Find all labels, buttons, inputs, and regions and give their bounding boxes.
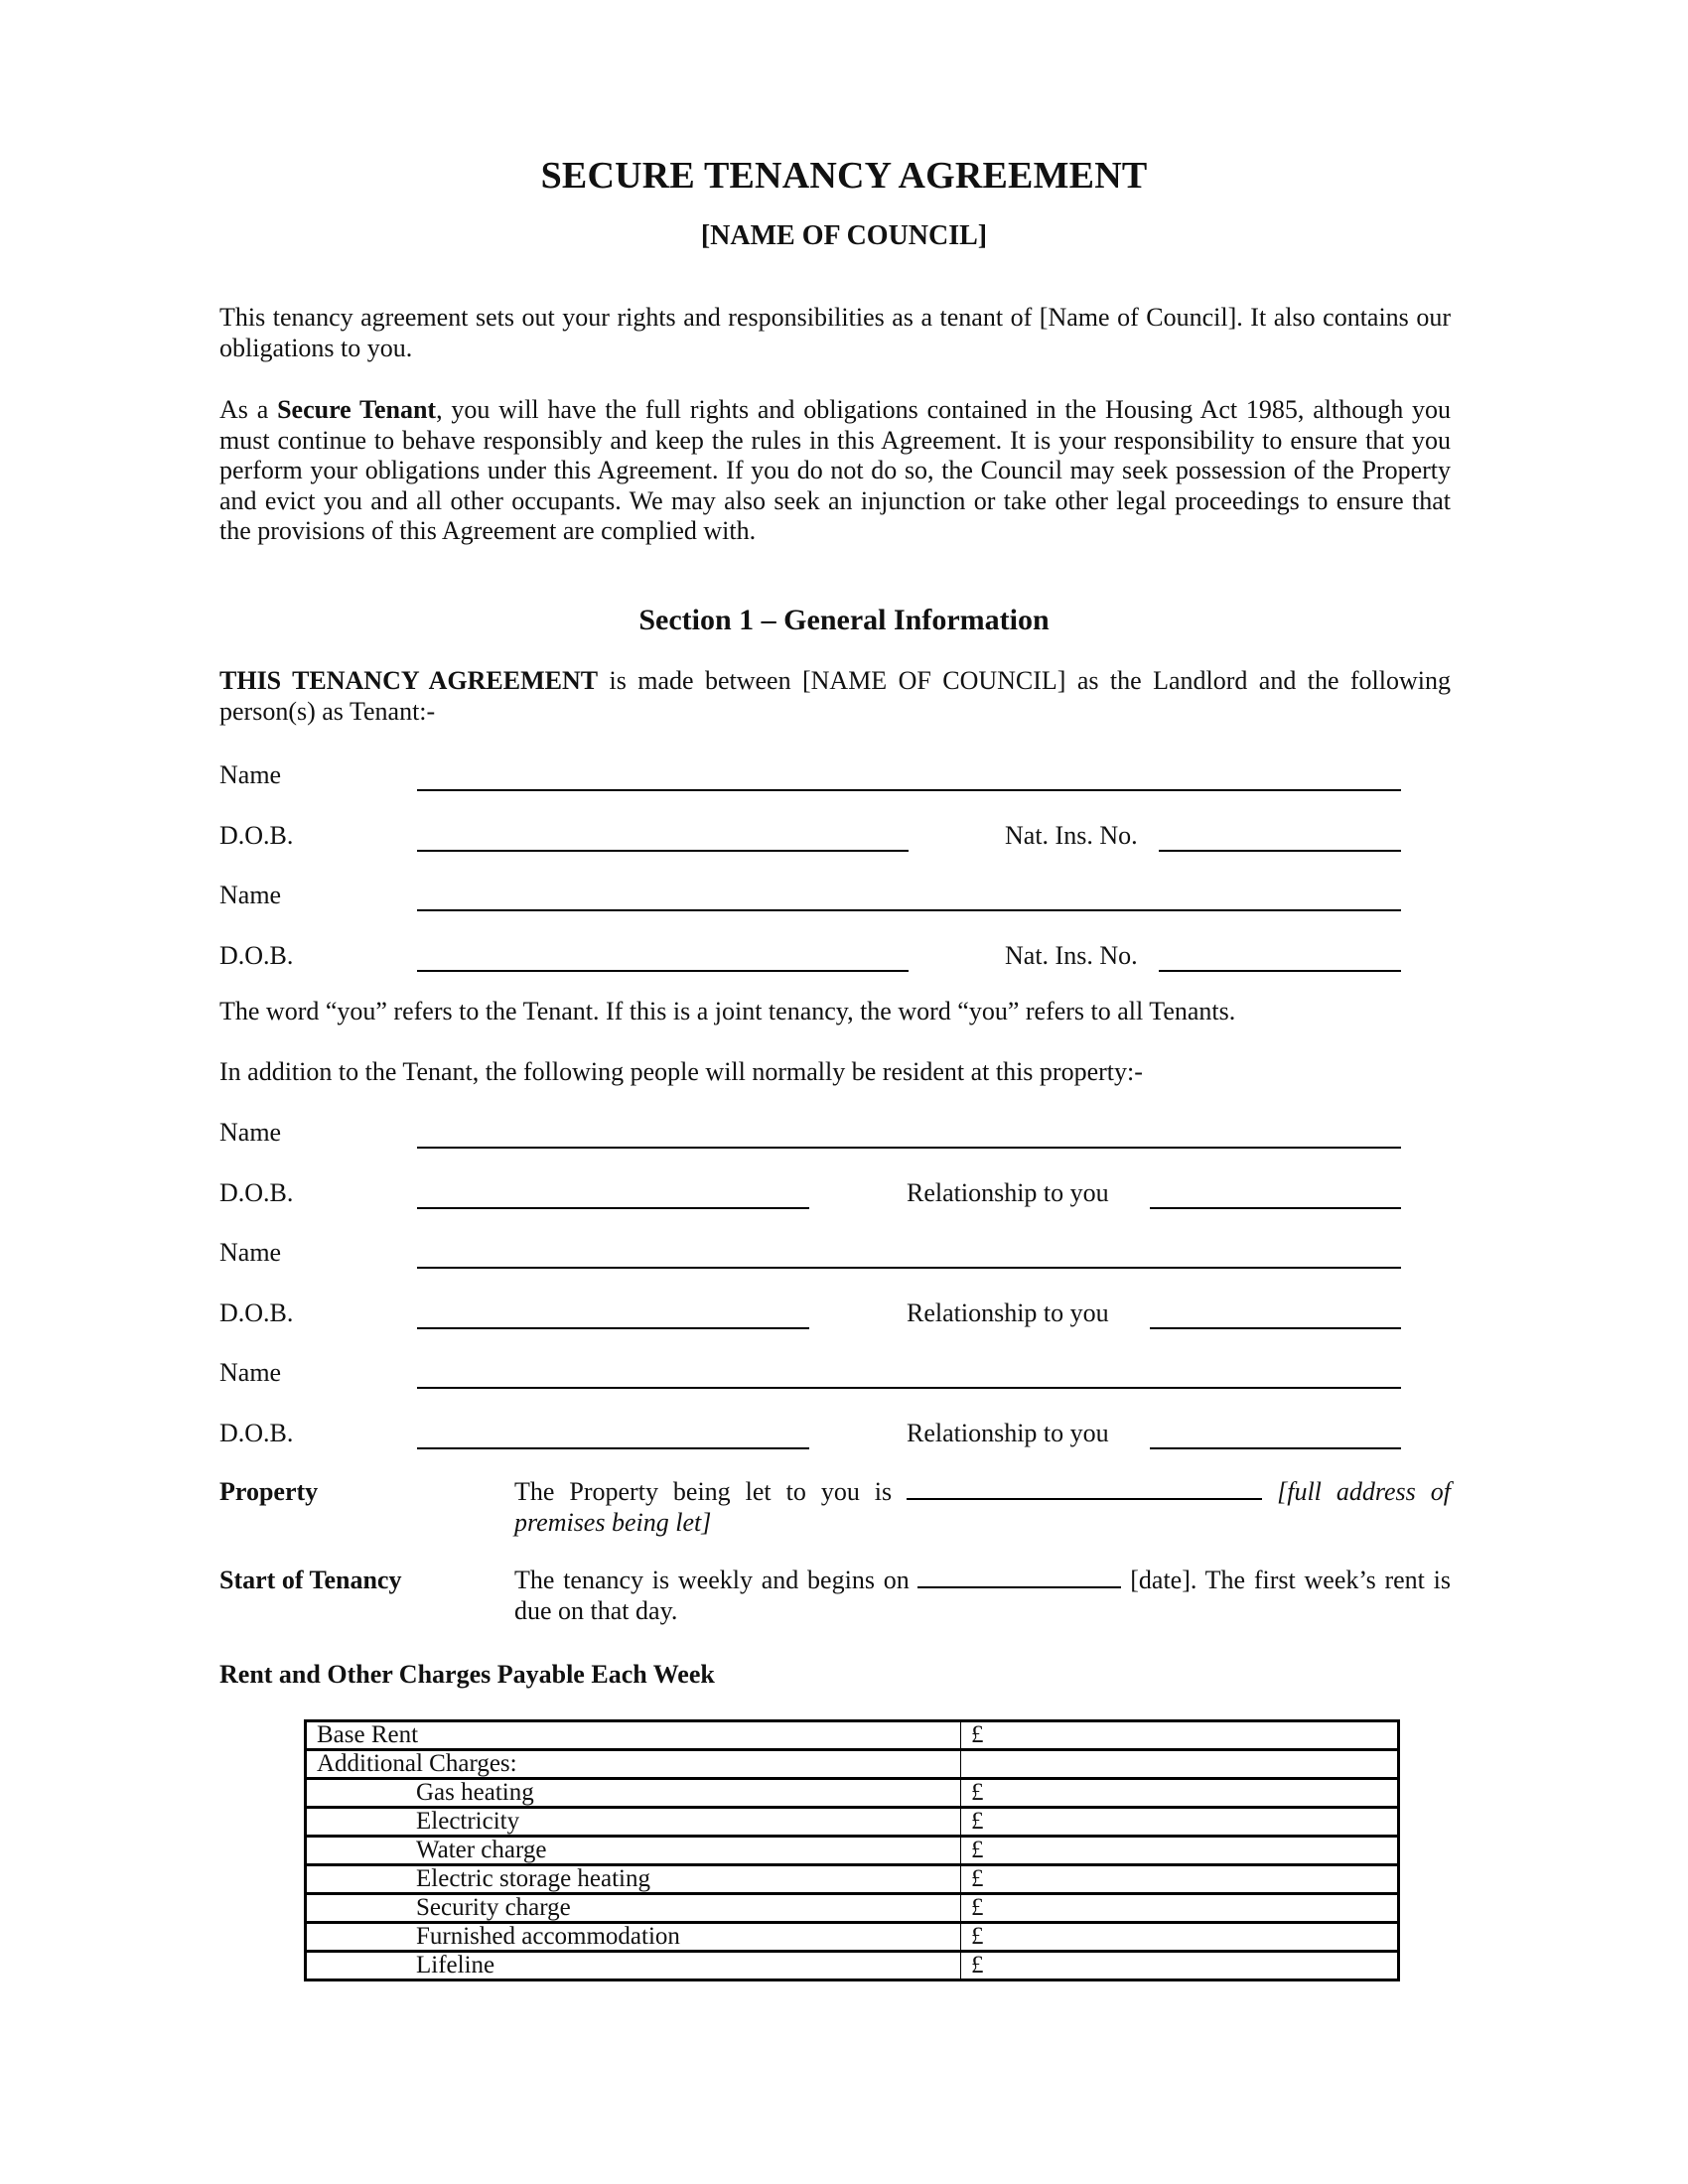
field-label: Name bbox=[219, 1358, 282, 1387]
charge-row bbox=[306, 1923, 1399, 1952]
nat-ins-label: Nat. Ins. No. bbox=[1005, 820, 1138, 850]
field-label: D.O.B. bbox=[219, 820, 294, 850]
charges-heading: Rent and Other Charges Payable Each Week bbox=[219, 1660, 715, 1689]
charge-amount-cell[interactable] bbox=[961, 1865, 1399, 1894]
secure-tenant-term: Secure Tenant bbox=[277, 395, 437, 424]
charge-item: Base Rent bbox=[306, 1721, 961, 1750]
field-label: D.O.B. bbox=[219, 1418, 294, 1447]
charge-item: Water charge bbox=[306, 1837, 961, 1865]
charge-item: Additional Charges: bbox=[306, 1750, 961, 1779]
dob-field[interactable] bbox=[417, 1207, 809, 1209]
field-label: Name bbox=[219, 881, 282, 909]
pound-sign: £ bbox=[971, 1721, 984, 1748]
dob-field[interactable] bbox=[417, 970, 909, 972]
charge-amount-cell[interactable] bbox=[961, 1721, 1399, 1750]
charge-item: Electric storage heating bbox=[306, 1865, 961, 1894]
nat-ins-field[interactable] bbox=[1159, 850, 1401, 852]
pound-sign: £ bbox=[971, 1894, 984, 1921]
agreement-parties-text: is made between [NAME OF COUNCIL] as the Landlord and the following person(s) as Tenant:- bbox=[219, 666, 1451, 726]
agreement-term: THIS TENANCY AGREEMENT bbox=[219, 666, 599, 695]
charge-row bbox=[306, 1837, 1399, 1865]
agreement-parties-paragraph bbox=[219, 666, 1451, 727]
intro-paragraph: This tenancy agreement sets out your rights and responsibilities as a tenant of [Name of Council]. It also contains our obligations to you. bbox=[219, 303, 1451, 362]
charge-row bbox=[306, 1952, 1399, 1980]
charge-amount-cell[interactable] bbox=[961, 1894, 1399, 1923]
name-field[interactable] bbox=[417, 1387, 1401, 1389]
name-field[interactable] bbox=[417, 909, 1401, 911]
charge-item: Security charge bbox=[306, 1894, 961, 1923]
pound-sign: £ bbox=[971, 1923, 984, 1950]
charge-amount-cell[interactable] bbox=[961, 1837, 1399, 1865]
charge-row bbox=[306, 1808, 1399, 1837]
relationship-field[interactable] bbox=[1150, 1327, 1401, 1329]
dob-field[interactable] bbox=[417, 1327, 809, 1329]
field-label: D.O.B. bbox=[219, 940, 294, 970]
secure-paragraph-body: , you will have the full rights and obligations contained in the Housing Act 1985, although you must continue to behave responsibly and keep the rules in this Agreement. It is your responsibility to ensure that you perform your obligations under this Agreement. If you do not do so, the Council may seek possession of the Property and evict you and all other occupants. We may also seek an injunction or take other legal proceedings to ensure that the provisions of this Agreement are complied with. bbox=[219, 395, 1452, 545]
pound-sign: £ bbox=[971, 1952, 984, 1979]
property-text: The Property being let to you is bbox=[514, 1477, 908, 1506]
start-text: The tenancy is weekly and begins on bbox=[514, 1566, 918, 1594]
charge-amount-cell[interactable] bbox=[961, 1808, 1399, 1837]
charge-amount-cell[interactable] bbox=[961, 1779, 1399, 1808]
field-label: Name bbox=[219, 760, 282, 789]
name-field[interactable] bbox=[417, 789, 1401, 791]
charge-row bbox=[306, 1894, 1399, 1923]
charge-item: Electricity bbox=[306, 1808, 961, 1837]
charge-row bbox=[306, 1721, 1399, 1750]
pound-sign: £ bbox=[971, 1808, 984, 1835]
start-date-field[interactable] bbox=[917, 1586, 1121, 1588]
document-title: SECURE TENANCY AGREEMENT bbox=[540, 155, 1148, 197]
name-field[interactable] bbox=[417, 1147, 1401, 1149]
secure-tenant-paragraph bbox=[219, 395, 1451, 547]
council-name-heading: [NAME OF COUNCIL] bbox=[700, 220, 988, 251]
charge-row bbox=[306, 1750, 1399, 1779]
charge-amount-cell[interactable] bbox=[961, 1750, 1399, 1779]
secure-paragraph-prefix: As a bbox=[219, 395, 278, 424]
relationship-label: Relationship to you bbox=[907, 1297, 1109, 1327]
dob-field[interactable] bbox=[417, 850, 909, 852]
charge-item: Lifeline bbox=[306, 1952, 961, 1980]
field-label: Name bbox=[219, 1238, 282, 1267]
nat-ins-label: Nat. Ins. No. bbox=[1005, 940, 1138, 970]
property-address-field[interactable] bbox=[907, 1498, 1262, 1500]
charge-item: Furnished accommodation bbox=[306, 1923, 961, 1952]
field-label: D.O.B. bbox=[219, 1177, 294, 1207]
name-field[interactable] bbox=[417, 1267, 1401, 1269]
charge-row bbox=[306, 1865, 1399, 1894]
you-definition: The word “you” refers to the Tenant. If this is a joint tenancy, the word “you” refers to all Tenants. bbox=[219, 997, 1236, 1025]
charges-table bbox=[304, 1719, 1400, 1981]
start-text-after: [date]. The first week’s rent is due on that day. bbox=[514, 1566, 1452, 1625]
field-label: Name bbox=[219, 1118, 282, 1147]
charge-amount-cell[interactable] bbox=[961, 1952, 1399, 1980]
dob-field[interactable] bbox=[417, 1447, 809, 1449]
relationship-field[interactable] bbox=[1150, 1207, 1401, 1209]
nat-ins-field[interactable] bbox=[1159, 970, 1401, 972]
field-label: D.O.B. bbox=[219, 1297, 294, 1327]
pound-sign: £ bbox=[971, 1779, 984, 1806]
property-hint: [full address of premises being let] bbox=[514, 1477, 1451, 1537]
relationship-label: Relationship to you bbox=[907, 1177, 1109, 1207]
section-1-heading: Section 1 – General Information bbox=[638, 604, 1050, 636]
property-label: Property bbox=[219, 1477, 319, 1506]
start-of-tenancy-statement bbox=[514, 1566, 1451, 1626]
start-of-tenancy-label: Start of Tenancy bbox=[219, 1566, 402, 1594]
charge-item: Gas heating bbox=[306, 1779, 961, 1808]
relationship-label: Relationship to you bbox=[907, 1418, 1109, 1447]
relationship-field[interactable] bbox=[1150, 1447, 1401, 1449]
property-statement bbox=[514, 1477, 1451, 1538]
pound-sign: £ bbox=[971, 1837, 984, 1863]
charge-amount-cell[interactable] bbox=[961, 1923, 1399, 1952]
pound-sign: £ bbox=[971, 1865, 984, 1892]
residents-intro: In addition to the Tenant, the following people will normally be resident at this property:- bbox=[219, 1057, 1143, 1086]
charge-row bbox=[306, 1779, 1399, 1808]
